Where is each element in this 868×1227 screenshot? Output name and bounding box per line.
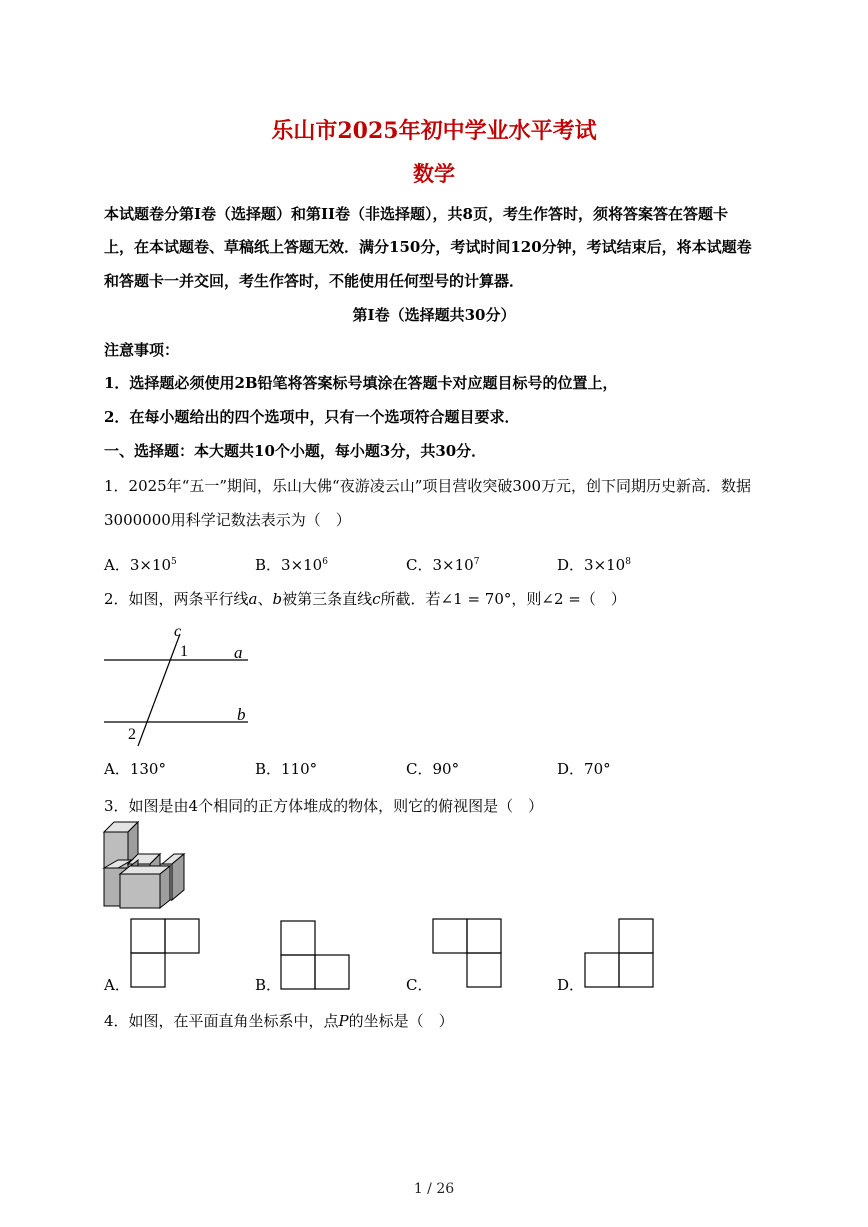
label-angle-1: 1 [180, 643, 188, 660]
line-c [138, 634, 180, 746]
notes-heading: 注意事项： [104, 341, 180, 359]
q1-option-d: D．$3\times 10^8$ [557, 556, 631, 574]
q3-option-c-figure [432, 918, 504, 990]
notes-item-2: 2．在每小题给出的四个选项中，只有一个选项符合题目要求． [104, 408, 520, 426]
q1-line-2: 3000000用科学记数法表示为（ ） [104, 511, 351, 529]
q3-option-d-figure [584, 918, 656, 990]
q1-option-b: B．$3\times 10^6$ [255, 556, 328, 574]
cube-stack-figure [100, 820, 190, 912]
q1-option-a: A．$3\times 10^5$ [104, 556, 177, 574]
q2-option-d: D．70° [557, 760, 611, 778]
notes-item-1: 1．选择题必须使用2B铅笔将答案标号填涂在答题卡对应题目标号的位置上， [104, 374, 618, 392]
section1-heading: 一、选择题：本大题共10个小题，每小题3分，共30分． [104, 442, 487, 460]
instructions-line-3: 和答题卡一并交回，考生作答时，不能使用任何型号的计算器． [104, 272, 525, 290]
q3-option-a-figure [130, 918, 202, 990]
q4-stem: 4．如图，在平面直角坐标系中，点P的坐标是（ ） [104, 1012, 454, 1030]
label-c: c [174, 623, 182, 640]
q3-stem: 3．如图是由4个相同的正方体堆成的物体，则它的俯视图是（ ） [104, 797, 544, 815]
cube-stack [104, 822, 184, 908]
q2-stem: 2．如图，两条平行线a、b被第三条直线c所截．若∠1 = 70°，则∠2 =（ ） [104, 590, 626, 608]
page-number: 1 / 26 [413, 1181, 455, 1197]
q3-option-a-label: A． [104, 976, 130, 994]
q3-option-d-label: D． [557, 976, 585, 994]
q1-option-c: C．$3\times 10^7$ [406, 556, 480, 574]
parallel-lines-figure [100, 620, 260, 750]
q3-option-b-figure [280, 920, 352, 992]
q3-option-c-label: C． [406, 976, 433, 994]
instructions-line-2: 上，在本试题卷、草稿纸上答题无效．满分150分，考试时间120分钟，考试结束后，将本试题卷 [104, 238, 752, 256]
q2-option-b: B．110° [255, 760, 318, 778]
exam-title: 乐山市2025年初中学业水平考试 [271, 118, 597, 144]
q2-option-c: C．90° [406, 760, 460, 778]
subject-title: 数学 [413, 161, 455, 186]
label-angle-2: 2 [128, 726, 136, 743]
q1-line-1: 1．2025年“五一”期间，乐山大佛“夜游凌云山”项目营收突破300万元，创下同期历史新高．数据 [104, 477, 752, 495]
part1-heading: 第I卷（选择题共30分） [352, 306, 516, 324]
label-a: a [234, 643, 243, 662]
q3-option-b-label: B． [255, 976, 282, 994]
label-b: b [237, 705, 246, 724]
q2-option-a: A．130° [104, 760, 166, 778]
instructions-line-1: 本试题卷分第I卷（选择题）和第II卷（非选择题），共8页，考生作答时，须将答案答在答题卡 [104, 205, 728, 223]
